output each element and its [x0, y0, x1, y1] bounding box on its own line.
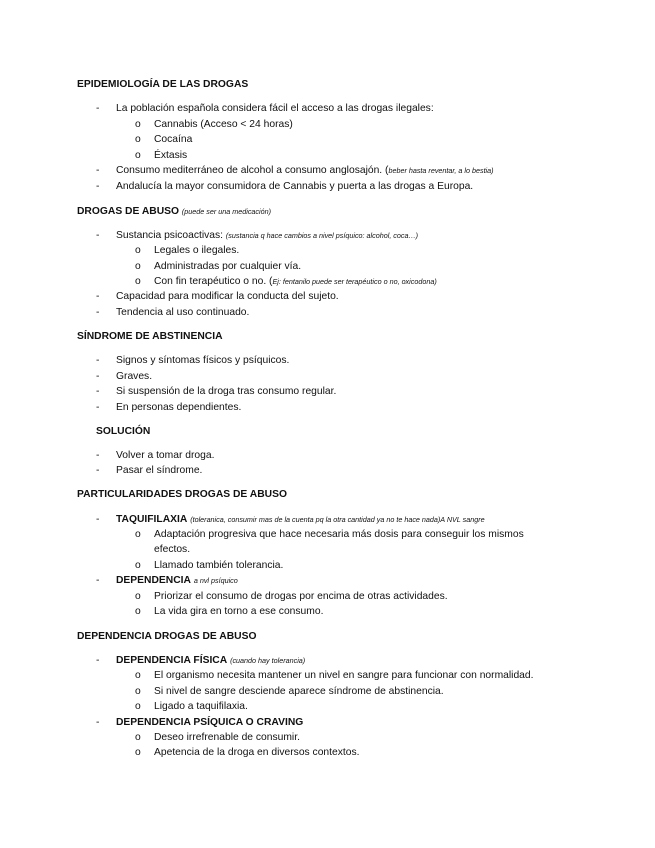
item-text [116, 574, 238, 587]
bullet-marker: o [135, 606, 141, 617]
item-text: En personas dependientes. [116, 402, 242, 413]
item-text [116, 654, 305, 667]
bullet-marker: o [135, 670, 141, 681]
item-text: Capacidad para modificar la conducta del sujeto. [116, 291, 339, 302]
bullet-marker: o [135, 261, 141, 272]
dash-marker: - [96, 165, 100, 176]
dash-marker: - [96, 355, 100, 366]
dash-marker: - [96, 307, 100, 318]
dash-marker: - [96, 371, 100, 382]
dash-marker: - [96, 291, 100, 302]
item-text: Adaptación progresiva que hace necesaria más dosis para conseguir los mismos [154, 529, 524, 540]
bullet-marker: o [135, 150, 141, 161]
item-text: Andalucía la mayor consumidora de Cannabis y puerta a las drogas a Europa. [116, 181, 474, 192]
item-main: Con fin terapéutico o no. ( [154, 276, 273, 287]
bullet-marker: o [135, 276, 141, 287]
section-title-drogas-abuso [77, 205, 271, 218]
item-label: DEPENDENCIA [116, 575, 191, 586]
item-text: Si suspensión de la droga tras consumo regular. [116, 386, 337, 397]
dash-marker: - [96, 450, 100, 461]
item-text: El organismo necesita mantener un nivel en sangre para funcionar con normalidad. [154, 670, 534, 681]
dash-marker: - [96, 103, 100, 114]
item-text [116, 229, 418, 242]
item-text: Si nivel de sangre desciende aparece síndrome de abstinencia. [154, 686, 444, 697]
item-label: DEPENDENCIA PSÍQUICA O CRAVING [116, 717, 304, 728]
item-text: Cocaína [154, 134, 193, 145]
item-text: Priorizar el consumo de drogas por encima de otras actividades. [154, 591, 448, 602]
item-note: (sustancia q hace cambios a nivel psíquico: alcohol, coca…) [225, 231, 419, 240]
bullet-marker: o [135, 701, 141, 712]
bullet-marker: o [135, 119, 141, 130]
bullet-marker: o [135, 686, 141, 697]
title-note: (puede ser una medicación) [181, 207, 272, 216]
item-text: Pasar el síndrome. [116, 465, 203, 476]
item-main: Consumo mediterráneo de alcohol a consumo anglosajón. ( [116, 165, 389, 176]
item-text: Cannabis (Acceso < 24 horas) [154, 119, 293, 130]
item-main: Sustancia psicoactivas: [116, 230, 224, 241]
bullet-marker: o [135, 560, 141, 571]
dash-marker: - [96, 230, 100, 241]
item-label: TAQUIFILAXIA [116, 514, 188, 525]
item-text: La vida gira en torno a ese consumo. [154, 606, 324, 617]
bullet-marker: o [135, 591, 141, 602]
item-text: Graves. [116, 371, 153, 382]
dash-marker: - [96, 465, 100, 476]
dash-marker: - [96, 717, 100, 728]
item-text [116, 513, 485, 526]
item-text: Éxtasis [154, 150, 188, 161]
section-title-particularidades: PARTICULARIDADES DROGAS DE ABUSO [77, 489, 287, 500]
item-text [154, 275, 437, 288]
item-note: (cuando hay tolerancia) [230, 656, 306, 665]
subsection-title-solucion: SOLUCIÓN [96, 426, 151, 437]
item-text: efectos. [154, 544, 191, 555]
item-label: DEPENDENCIA FÍSICA [116, 655, 228, 666]
dash-marker: - [96, 386, 100, 397]
dash-marker: - [96, 575, 100, 586]
dash-marker: - [96, 514, 100, 525]
section-title-dependencia: DEPENDENCIA DROGAS DE ABUSO [77, 631, 257, 642]
item-note: Ej: fentanilo puede ser terapéutico o no, oxicodona) [272, 277, 437, 286]
dash-marker: - [96, 402, 100, 413]
section-title-sindrome: SÍNDROME DE ABSTINENCIA [77, 331, 223, 342]
item-text: Ligado a taquifilaxia. [154, 701, 248, 712]
item-text: Tendencia al uso continuado. [116, 307, 250, 318]
bullet-marker: o [135, 747, 141, 758]
bullet-marker: o [135, 134, 141, 145]
item-text: Deseo irrefrenable de consumir. [154, 732, 300, 743]
item-text: Signos y síntomas físicos y psíquicos. [116, 355, 290, 366]
item-text: Apetencia de la droga en diversos contextos. [154, 747, 360, 758]
bullet-marker: o [135, 732, 141, 743]
title-text: DROGAS DE ABUSO [77, 206, 180, 217]
bullet-marker: o [135, 245, 141, 256]
item-text: La población española considera fácil el acceso a las drogas ilegales: [116, 103, 434, 114]
item-text: Administradas por cualquier vía. [154, 261, 302, 272]
item-text: Legales o ilegales. [154, 245, 240, 256]
item-text: Volver a tomar droga. [116, 450, 215, 461]
item-note: a nvl psíquico [193, 576, 238, 585]
item-note: beber hasta reventar, a lo bestia) [388, 166, 494, 175]
item-text: Llamado también tolerancia. [154, 560, 284, 571]
section-title-epidemiologia: EPIDEMIOLOGÍA DE LAS DROGAS [77, 79, 249, 90]
dash-marker: - [96, 181, 100, 192]
dash-marker: - [96, 655, 100, 666]
bullet-marker: o [135, 529, 141, 540]
item-note: (toleranica, consumir mas de la cuenta pq la otra cantidad ya no te hace nada)A NVL sangre [190, 515, 485, 524]
item-text [116, 164, 494, 177]
